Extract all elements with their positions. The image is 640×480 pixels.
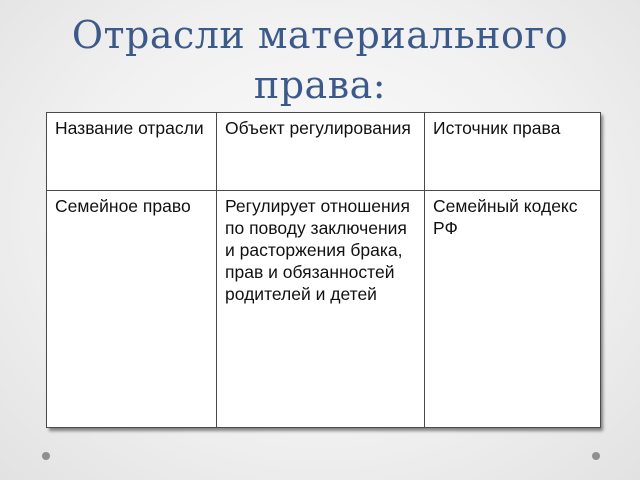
branches-table-container bbox=[46, 112, 600, 428]
header-regulation-object: Объект регулирования bbox=[217, 113, 425, 191]
branches-table bbox=[46, 112, 601, 428]
table-row bbox=[47, 191, 601, 428]
slide-title-line-2: права: bbox=[253, 63, 387, 107]
header-law-source: Источник права bbox=[425, 113, 601, 191]
header-branch-name: Название отрасли bbox=[47, 113, 217, 191]
table-header-row bbox=[47, 113, 601, 191]
prev-slide-dot-icon[interactable] bbox=[42, 452, 50, 460]
slide-title bbox=[40, 10, 600, 110]
cell-law-source: Семейный кодекс РФ bbox=[425, 191, 601, 428]
slide-title-line-1: Отрасли материального bbox=[71, 13, 569, 57]
cell-branch-name: Семейное право bbox=[47, 191, 217, 428]
next-slide-dot-icon[interactable] bbox=[592, 452, 600, 460]
cell-regulation-object: Регулирует отношения по поводу заключения и расторжения брака, прав и обязанностей родителей и детей bbox=[217, 191, 425, 428]
